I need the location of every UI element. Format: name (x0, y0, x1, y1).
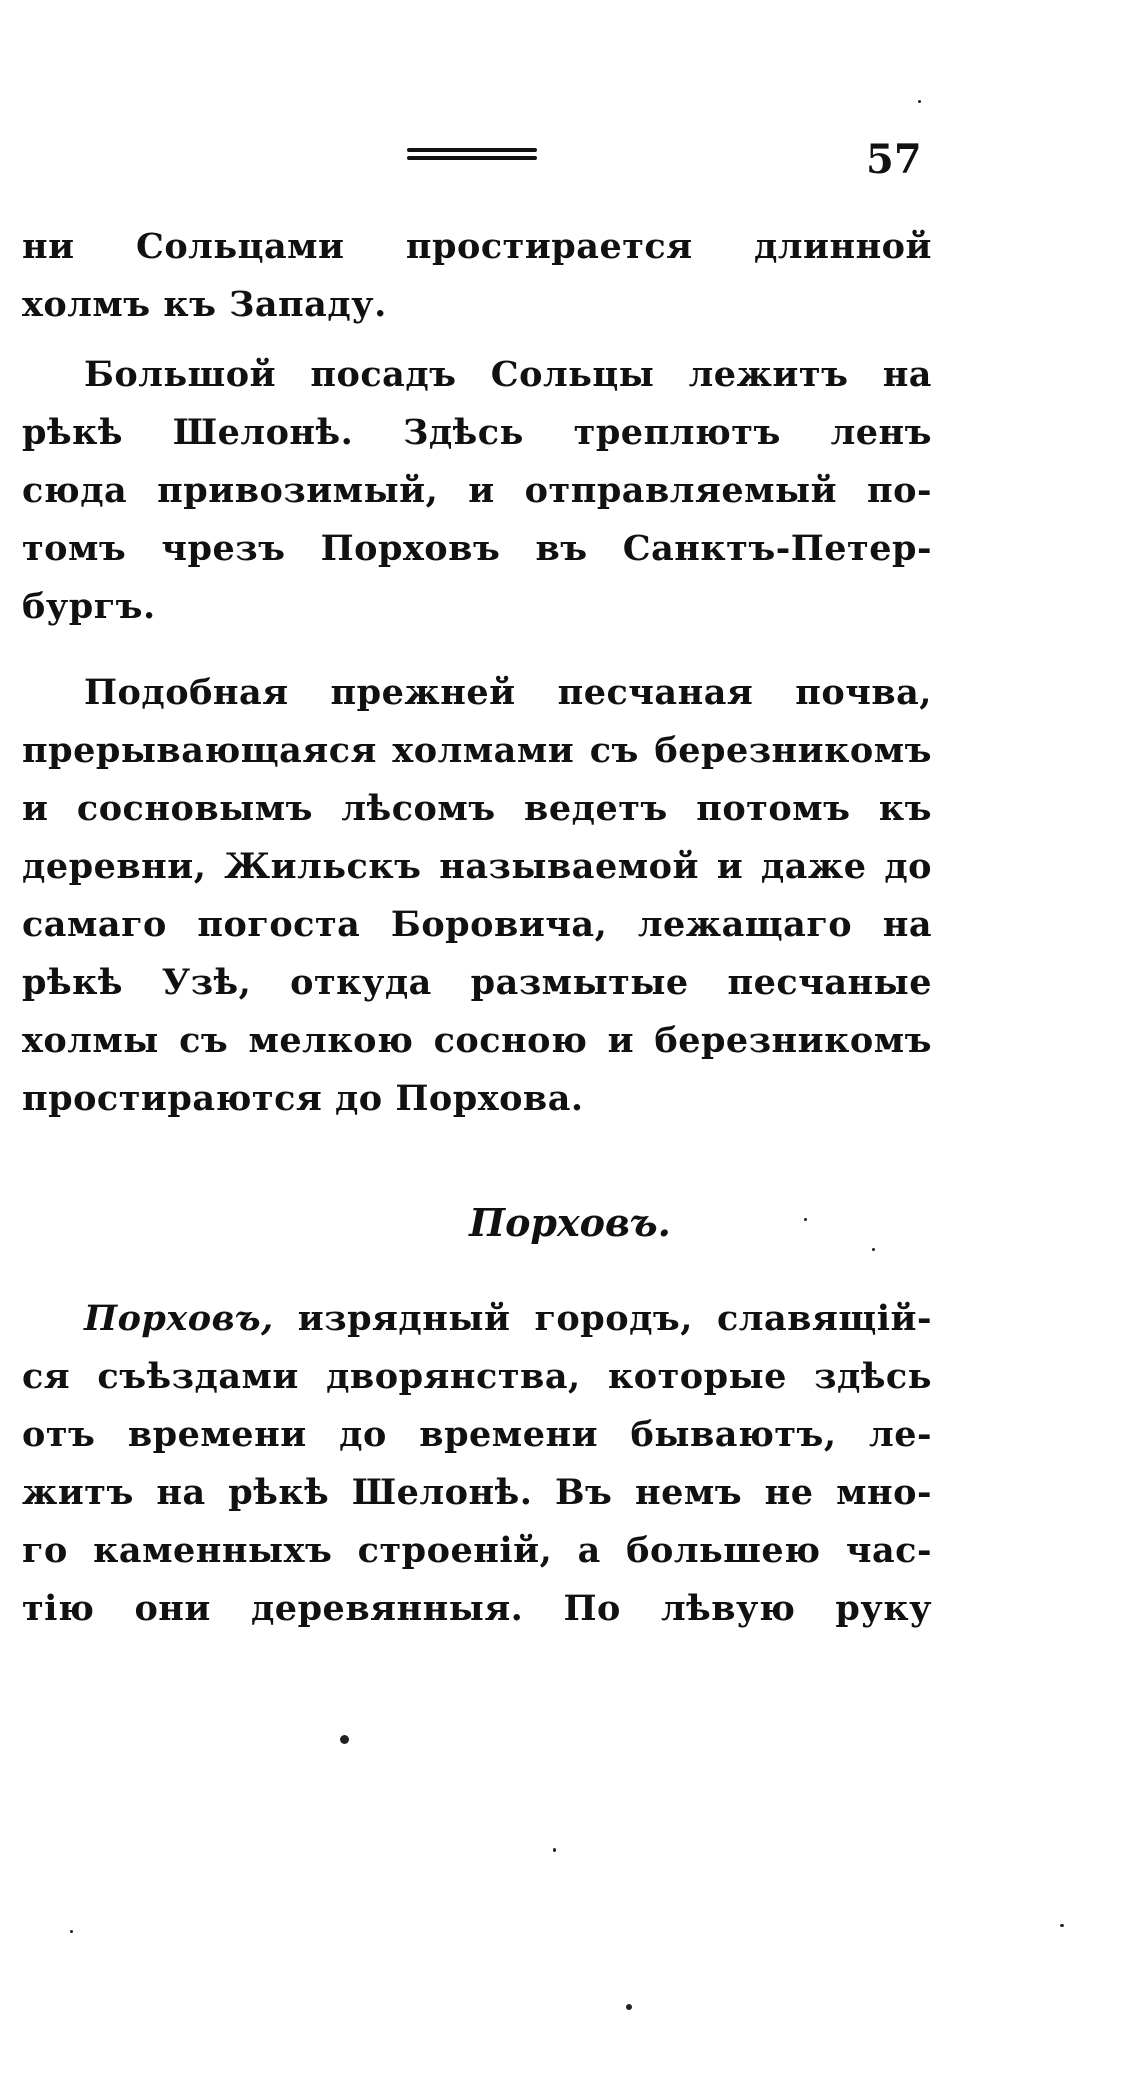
text-line: житъ на рѣкѣ Шелонѣ. Въ немъ не мно- (22, 1472, 932, 1513)
header-ornament-rule (407, 148, 537, 168)
text-line: отъ времени до времени бываютъ, ле- (22, 1414, 932, 1455)
ink-speck (1060, 1924, 1064, 1927)
italic-term: Порховъ, (84, 1298, 274, 1339)
text-line: деревни, Жильскъ называемой и даже до (22, 846, 932, 887)
text-line: Большой посадъ Сольцы лежитъ на (84, 354, 932, 395)
ink-speck (804, 1218, 807, 1221)
ink-speck (340, 1735, 349, 1744)
text-line: ни Сольцами простирается длинной (22, 226, 932, 267)
ink-speck (626, 2004, 632, 2010)
text-line: прерывающаяся холмами съ березникомъ (22, 730, 932, 771)
paragraph-2 (22, 346, 932, 636)
text-line: го каменныхъ строеній, а большею час- (22, 1530, 932, 1571)
text-line: томъ чрезъ Порховъ въ Санктъ-Петер- (22, 528, 932, 569)
text-line: рѣкѣ Узѣ, откуда размытые песчаные (22, 962, 932, 1003)
page-number: 57 (866, 136, 922, 183)
ink-speck (872, 1248, 875, 1251)
paragraph-3 (22, 664, 932, 1128)
text-run: изрядный городъ, славящій- (273, 1298, 932, 1339)
text-line (22, 1290, 932, 1348)
paragraph-1 (22, 218, 932, 334)
text-line: самаго погоста Боровича, лежащаго на (22, 904, 932, 945)
text-line: тію они деревянныя. По лѣвую руку (22, 1588, 932, 1629)
text-line: простираются до Порхова. (22, 1078, 584, 1119)
ink-speck (70, 1930, 73, 1933)
ink-speck (918, 100, 921, 103)
text-line: холмъ къ Западу. (22, 284, 387, 325)
paragraph-4 (22, 1290, 932, 1638)
text-line: сюда привозимый, и отправляемый по- (22, 470, 932, 511)
text-line: бургъ. (22, 586, 156, 627)
text-line: Подобная прежней песчаная почва, (84, 672, 932, 713)
ink-speck (553, 1848, 556, 1852)
text-line: и сосновымъ лѣсомъ ведетъ потомъ къ (22, 788, 932, 829)
text-line: ся съѣздами дворянства, которые здѣсь (22, 1356, 932, 1397)
text-line: холмы съ мелкою сосною и березникомъ (22, 1020, 932, 1061)
text-line: рѣкѣ Шелонѣ. Здѣсь треплютъ ленъ (22, 412, 932, 453)
section-heading: Порховъ. (469, 1200, 671, 1245)
